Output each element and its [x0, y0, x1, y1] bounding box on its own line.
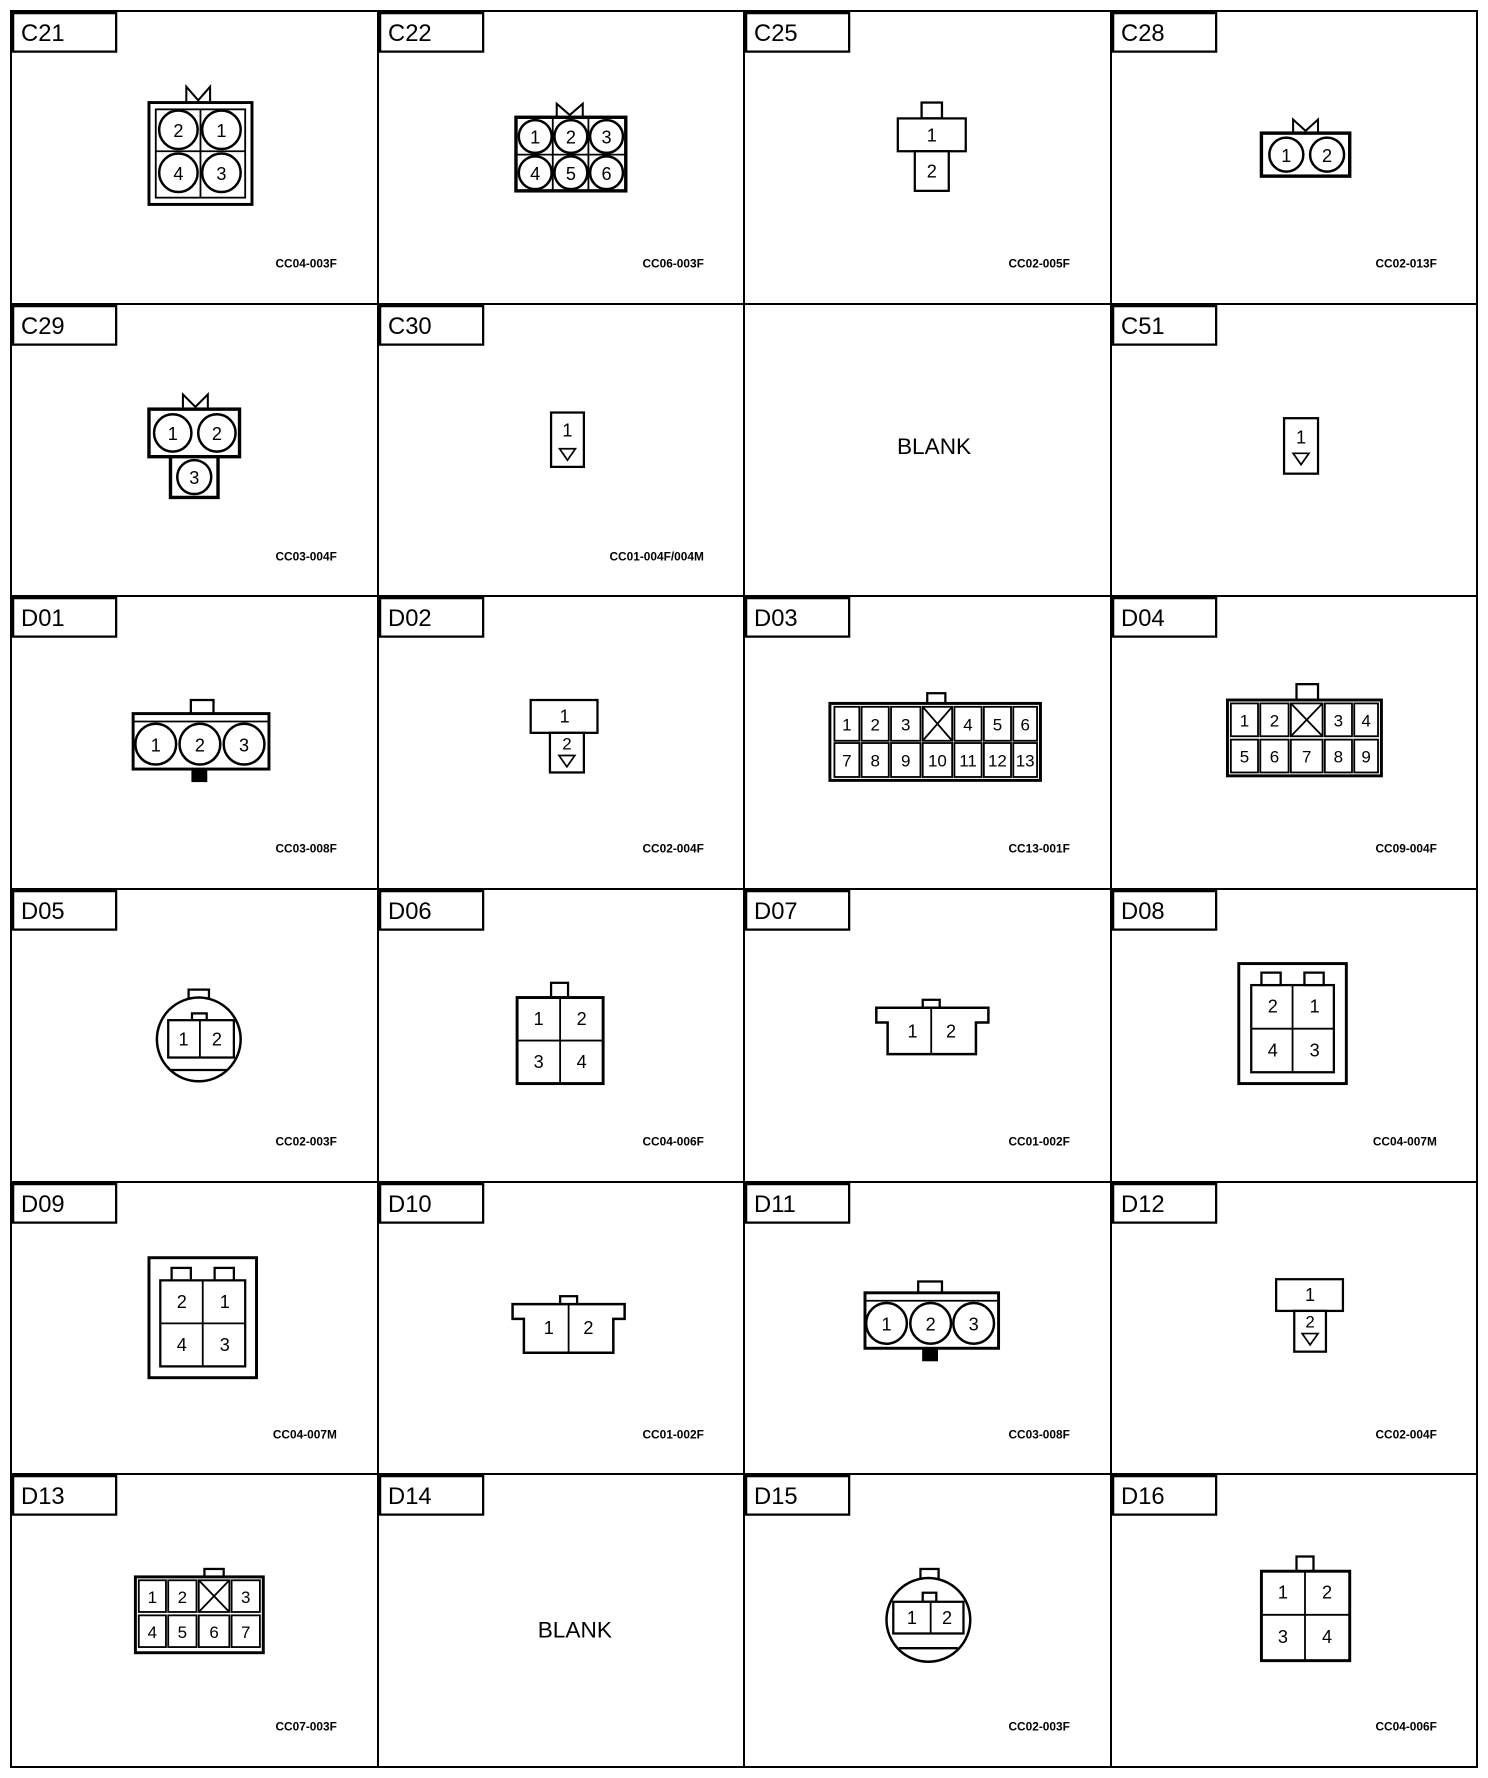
part-code: CC02-004F	[641, 841, 704, 856]
pin-number: 3	[1277, 1627, 1288, 1648]
connector-id-label: D07	[754, 897, 798, 925]
connector-cell	[745, 305, 1112, 598]
pin-number: 6	[209, 1623, 219, 1643]
part-code: CC04-007M	[272, 1426, 337, 1441]
part-code: CC03-008F	[275, 841, 337, 856]
part-code: CC01-002F	[641, 1426, 704, 1441]
part-code: CC02-003F	[275, 1134, 337, 1149]
pin-number: 1	[842, 715, 852, 735]
connector-diagram	[379, 597, 744, 888]
pin-number: 1	[1304, 1284, 1315, 1305]
connector-diagram	[745, 1475, 1110, 1766]
pin-number: 1	[219, 1291, 230, 1312]
pin-number: 2	[176, 1291, 187, 1312]
connector-diagram	[745, 1183, 1110, 1474]
connector-cell	[1112, 890, 1479, 1183]
connector-cell	[745, 12, 1112, 305]
connector-id-label: D01	[21, 605, 65, 633]
pin-number: 4	[963, 715, 973, 735]
connector-diagram	[12, 12, 377, 303]
pin-number: 1	[559, 706, 570, 727]
pin-number: 2	[576, 1009, 587, 1030]
connector-diagram	[379, 305, 744, 596]
connector-cell	[1112, 12, 1479, 305]
pin-number: 1	[1239, 711, 1249, 731]
connector-tab	[923, 1593, 937, 1602]
pin-number: 3	[216, 163, 227, 184]
part-code: CC03-008F	[1008, 1426, 1070, 1441]
part-code: CC13-001F	[1008, 841, 1070, 856]
pin-number: 1	[167, 423, 178, 444]
connector-diagram	[745, 890, 1110, 1181]
pin-number: 4	[576, 1052, 587, 1073]
connector-diagram	[1112, 597, 1477, 888]
pin-number: 5	[177, 1623, 188, 1643]
connector-cell	[1112, 1475, 1479, 1768]
pin-number: 1	[147, 1588, 158, 1608]
connector-tab	[1296, 1557, 1313, 1572]
connector-cell	[379, 890, 746, 1183]
pin-number: 10	[928, 751, 947, 771]
connector-diagram	[379, 890, 744, 1181]
pin-number: 8	[870, 751, 880, 771]
pin-number: 5	[1239, 748, 1249, 768]
pin-number: 2	[1321, 1583, 1332, 1604]
pin-number: 7	[241, 1623, 251, 1643]
connector-diagram	[12, 890, 377, 1181]
connector-diagram	[12, 597, 377, 888]
pin-number: 11	[959, 751, 977, 771]
connector-cell	[1112, 305, 1479, 598]
pin-number: 1	[543, 1317, 554, 1338]
pin-number: 2	[925, 1314, 936, 1335]
part-code: CC02-013F	[1374, 256, 1437, 271]
part-code: CC04-003F	[275, 256, 337, 271]
pin-number: 1	[529, 127, 540, 148]
pin-number: 1	[1309, 996, 1320, 1017]
connector-diagram	[1112, 1475, 1477, 1766]
pin-number: 3	[239, 735, 250, 756]
connector-diagram	[1112, 12, 1477, 303]
connector-cell	[12, 597, 379, 890]
connector-id-label: D08	[1120, 897, 1165, 925]
pin-number: 1	[216, 120, 227, 141]
pin-number: 2	[1304, 1312, 1315, 1332]
pin-number: 1	[150, 735, 161, 756]
pin-number: 7	[842, 751, 852, 771]
connector-tab	[927, 694, 945, 704]
connector-diagram	[1112, 305, 1477, 596]
connector-diagram	[12, 305, 377, 596]
pin-number: 6	[1020, 715, 1030, 735]
connector-id-label: C29	[21, 312, 65, 340]
connector-diagram	[379, 1183, 744, 1474]
connector-id-label: D03	[754, 605, 798, 633]
connector-cell	[12, 890, 379, 1183]
connector-tab	[172, 1268, 191, 1280]
pin-number: 2	[211, 423, 222, 444]
part-code: CC04-006F	[1374, 1719, 1437, 1734]
part-code: CC02-005F	[1008, 256, 1070, 271]
locking-latch	[1293, 120, 1318, 134]
connector-cell	[379, 1183, 746, 1476]
connector-tab	[922, 103, 942, 119]
pin-number: 3	[189, 467, 200, 488]
connector-reference-sheet	[10, 10, 1478, 1768]
part-code: CC01-002F	[1008, 1134, 1070, 1149]
connector-diagram	[1112, 890, 1477, 1181]
connector-cell	[745, 1183, 1112, 1476]
pin-number: 2	[173, 120, 184, 141]
pin-number: 2	[177, 1588, 188, 1608]
connector-id-label: C22	[387, 20, 432, 48]
part-code: CC07-003F	[275, 1719, 337, 1734]
connector-cell	[12, 1183, 379, 1476]
part-code: CC09-004F	[1374, 841, 1437, 856]
connector-id-label: D11	[754, 1190, 796, 1218]
part-code: CC02-003F	[1008, 1719, 1070, 1734]
locking-latch	[186, 87, 210, 103]
connector-tab	[1296, 684, 1318, 700]
part-code: CC06-003F	[641, 256, 704, 271]
connector-cell	[379, 597, 746, 890]
connector-id-label: D16	[1120, 1483, 1165, 1511]
connector-id-label: C21	[21, 20, 65, 48]
connector-cell	[745, 597, 1112, 890]
connector-id-label: D02	[387, 605, 432, 633]
part-code: CC02-004F	[1374, 1426, 1437, 1441]
pin-number: 2	[870, 715, 880, 735]
connector-cell	[12, 305, 379, 598]
connector-tab	[1304, 973, 1323, 985]
pin-number: 6	[600, 163, 612, 184]
connector-id-label: C30	[387, 312, 432, 340]
connector-id-label: D13	[21, 1483, 65, 1511]
pin-number: 2	[582, 1317, 593, 1338]
connector-diagram	[745, 12, 1110, 303]
connector-id-label: D15	[754, 1483, 798, 1511]
pin-number: 5	[565, 163, 576, 184]
pin-cavity-block	[893, 1602, 963, 1634]
connector-id-label: C51	[1120, 312, 1165, 340]
connector-housing	[876, 1008, 988, 1054]
pin-number: 1	[926, 125, 937, 146]
pin-number: 9	[901, 751, 911, 771]
connector-diagram	[12, 1183, 377, 1474]
pin-number: 3	[968, 1314, 979, 1335]
pin-number: 2	[1321, 145, 1332, 166]
pin-number: 4	[176, 1334, 187, 1355]
connector-id-label: D14	[387, 1483, 432, 1511]
connector-cell	[745, 1475, 1112, 1768]
pin-number: 2	[565, 127, 576, 148]
pin-number: 1	[1280, 145, 1291, 166]
connector-id-label: C25	[754, 20, 798, 48]
connector-cell	[12, 1475, 379, 1768]
connector-id-label: D05	[21, 897, 65, 925]
connector-diagram	[379, 1475, 744, 1766]
connector-diagram	[745, 305, 1110, 596]
pin-number: 1	[561, 420, 573, 441]
connector-cell	[745, 890, 1112, 1183]
pin-number: 2	[942, 1608, 953, 1629]
pin-number: 1	[906, 1608, 918, 1629]
pin-number: 1	[881, 1314, 892, 1335]
locking-latch	[556, 104, 582, 118]
pin-number: 2	[561, 734, 572, 754]
pin-number: 5	[992, 715, 1003, 735]
pin-number: 2	[211, 1029, 222, 1050]
connector-tab	[551, 983, 568, 998]
connector-cell	[1112, 597, 1479, 890]
connector-tab	[215, 1268, 234, 1280]
connector-tab	[191, 700, 214, 714]
connector-cell	[12, 12, 379, 305]
connector-diagram	[745, 597, 1110, 888]
pin-number: 6	[1269, 748, 1279, 768]
pin-number: 3	[533, 1052, 544, 1073]
pin-number: 8	[1333, 748, 1343, 768]
pin-number: 1	[533, 1009, 544, 1030]
pin-number: 3	[241, 1588, 251, 1608]
pin-number: 1	[907, 1021, 918, 1042]
connector-id-label: D04	[1120, 605, 1165, 633]
pin-number: 2	[1269, 711, 1279, 731]
part-code: CC04-007M	[1372, 1134, 1437, 1149]
pin-number: 13	[1015, 751, 1035, 771]
pin-number: 3	[901, 715, 911, 735]
pin-number: 2	[945, 1021, 957, 1042]
connector-id-label: D06	[387, 897, 432, 925]
polarity-key	[923, 1348, 938, 1360]
pin-number: 4	[173, 163, 184, 184]
connector-id-label: C28	[1120, 20, 1165, 48]
pin-number: 4	[1321, 1627, 1332, 1648]
blank-note: BLANK	[896, 433, 972, 459]
pin-number: 3	[219, 1334, 230, 1355]
connector-diagram	[379, 12, 744, 303]
connector-diagram	[12, 1475, 377, 1766]
pin-number: 9	[1360, 748, 1371, 768]
pin-number: 4	[1267, 1040, 1278, 1061]
pin-number: 4	[1360, 711, 1371, 731]
pin-number: 2	[1267, 996, 1278, 1017]
connector-cell	[379, 1475, 746, 1768]
pin-number: 7	[1301, 748, 1311, 768]
pin-number: 1	[1295, 427, 1306, 448]
pin-number: 4	[529, 163, 540, 184]
connector-id-label: D09	[21, 1190, 65, 1218]
part-code: CC04-006F	[641, 1134, 704, 1149]
pin-number: 2	[926, 161, 937, 182]
connector-diagram	[1112, 1183, 1477, 1474]
connector-id-label: D12	[1120, 1190, 1165, 1218]
polarity-key	[192, 769, 207, 781]
connector-tab	[918, 1281, 942, 1292]
part-code: CC01-004F/004M	[608, 548, 704, 563]
connector-id-label: D10	[387, 1190, 432, 1218]
blank-note: BLANK	[537, 1617, 612, 1643]
pin-number: 12	[987, 751, 1007, 771]
pin-number: 2	[194, 735, 205, 756]
pin-number: 3	[1333, 711, 1343, 731]
pin-number: 1	[1277, 1583, 1288, 1604]
connector-cell	[379, 305, 746, 598]
connector-cell	[379, 12, 746, 305]
part-code: CC03-004F	[275, 548, 337, 563]
pin-number: 4	[147, 1623, 158, 1643]
connector-cell	[1112, 1183, 1479, 1476]
pin-number: 3	[1309, 1040, 1320, 1061]
pin-number: 3	[600, 127, 612, 148]
pin-number: 1	[178, 1029, 189, 1050]
locking-latch	[183, 394, 208, 409]
connector-tab	[1261, 973, 1280, 985]
